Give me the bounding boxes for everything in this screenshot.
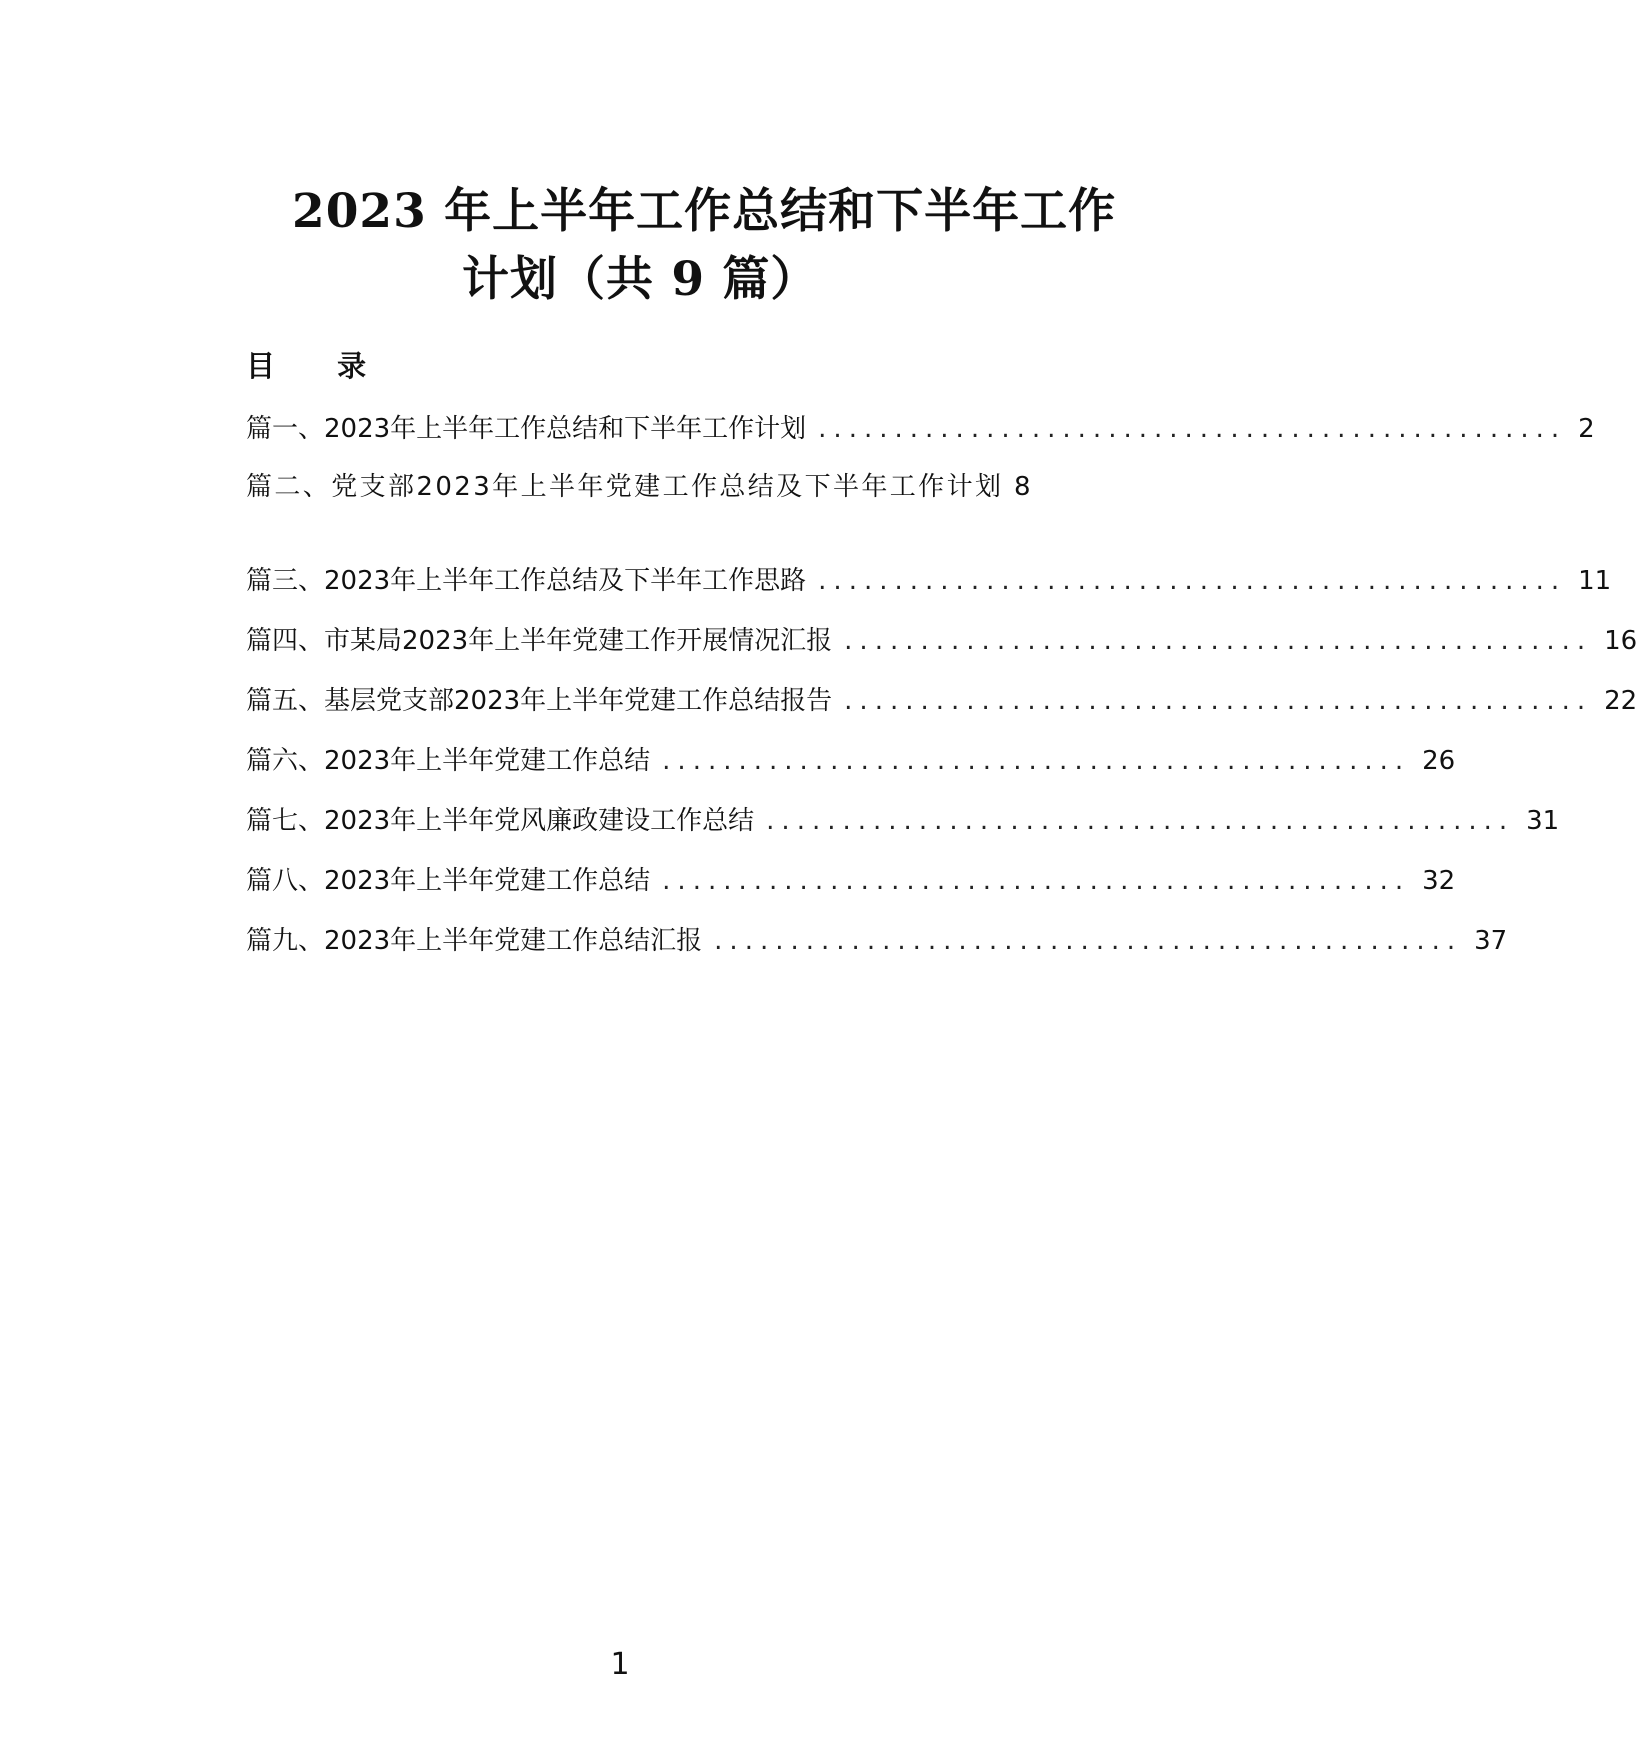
toc-entry-page: 31 [1526,806,1560,836]
toc-entry-3[interactable] [246,566,1612,596]
toc-entry-1[interactable] [246,414,1595,444]
toc-dot-leader: ................................................. [766,806,1515,836]
toc-entry-page: 32 [1422,866,1456,896]
toc-entry-title: 篇二、党支部2023年上半年党建工作总结及下半年工作计划 [246,472,1004,502]
toc-dot-leader: ................................................. [818,566,1567,596]
toc-entry-title: 篇六、2023年上半年党建工作总结 [246,746,651,776]
toc-entry-5[interactable] [246,686,1637,716]
toc-heading: 目 录 [246,349,393,383]
toc-entry-page: 2 [1578,414,1595,444]
toc-entry-title: 篇一、2023年上半年工作总结和下半年工作计划 [246,414,807,444]
toc-entry-9[interactable] [246,926,1508,956]
toc-entry-8[interactable] [246,866,1456,896]
document-title-line-2: 计划（共 9 篇） [462,252,819,307]
toc-dot-leader: ................................................. [818,414,1567,444]
toc-dot-leader: ................................................. [714,926,1463,956]
toc-entry-page: 8 [1014,472,1033,502]
toc-entry-title: 篇三、2023年上半年工作总结及下半年工作思路 [246,566,807,596]
toc-dot-leader: ................................................. [844,626,1593,656]
toc-entry-4[interactable] [246,626,1637,656]
toc-entry-6[interactable] [246,746,1456,776]
toc-entry-7[interactable] [246,806,1560,836]
toc-dot-leader: ................................................. [662,866,1411,896]
toc-entry-title: 篇七、2023年上半年党风廉政建设工作总结 [246,806,755,836]
toc-entry-title: 篇九、2023年上半年党建工作总结汇报 [246,926,703,956]
page-number: 1 [610,1647,630,1682]
toc-entry-page: 11 [1578,566,1612,596]
toc-entry-page: 22 [1604,686,1637,716]
toc-entry-page: 26 [1422,746,1456,776]
toc-dot-leader: ................................................. [844,686,1593,716]
document-title-line-1: 2023 年上半年工作总结和下半年工作 [292,184,1117,239]
toc-entry-title: 篇四、市某局2023年上半年党建工作开展情况汇报 [246,626,833,656]
toc-entry-title: 篇五、基层党支部2023年上半年党建工作总结报告 [246,686,833,716]
toc-entry-2[interactable] [246,472,1044,503]
toc-entry-page: 16 [1604,626,1637,656]
toc-dot-leader: ................................................. [662,746,1411,776]
toc-entry-title: 篇八、2023年上半年党建工作总结 [246,866,651,896]
toc-entry-page: 37 [1474,926,1508,956]
